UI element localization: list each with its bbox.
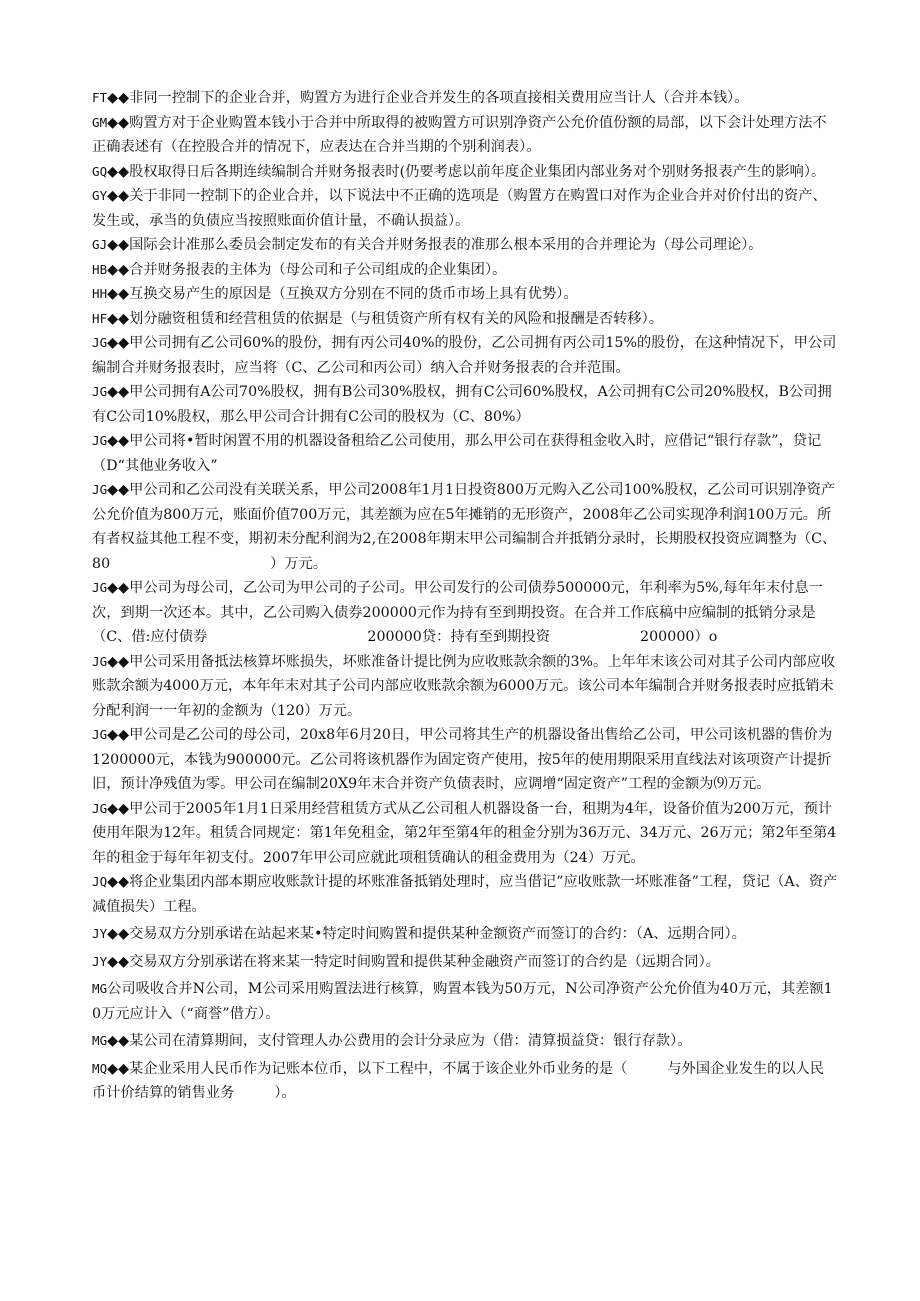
entry-code: MG [92,981,108,996]
entry-code: JG [92,727,108,742]
entry-ft [92,86,838,111]
marker: ◆◆ [107,286,130,302]
entry-text: 股权取得日后各期连续编制合并财务报表时(仍要考虑以前年度企业集团内部业务对个别财务报表产生的影响）。 [129,163,826,180]
entry-text: 某公司在清算期间，支付管理人办公费用的会计分录应为（借：清算损益贷：银行存款）。 [129,1033,692,1049]
entry-code: JG [92,482,108,497]
marker: ◆◆ [107,310,130,327]
entry-jg-1 [92,331,838,380]
entry-tail: 200000）o [640,629,718,645]
marker: ◆◆ [107,335,130,351]
entry-jy-2 [92,950,838,975]
entry-text: 购置方对于企业购置本钱小于合并中所取得的被购置方可识别净资产公允价值份额的局部，以下会计处理方法不正确表述有（在控股合并的情况下，应表达在合并当期的个别利润表）。 [92,114,827,155]
entry-jy-1 [92,922,838,947]
entry-mg-1 [92,977,838,1026]
marker: ◆◆ [107,384,130,400]
entry-code: JY [92,953,108,969]
entry-gy [92,184,838,233]
entry-code: GM [92,114,108,130]
marker: ◆◆ [107,433,130,449]
entry-code: JQ [92,874,108,889]
entry-text: 甲公司拥有A公司70%股权，拥有B公司30%股权，拥有C公司60%股权，A公司拥有C公司20%股权，B公司拥有C公司10%股权，那么甲公司合计拥有C公司的股权为（C、80%） [92,384,832,425]
entry-text: 甲公司是乙公司的母公司，20x8年6月20日，甲公司将其生产的机器设备出售给乙公司，甲公司该机器的售价为1200000元，本钱为900000元。乙公司将该机器作为固定资产使用，按5年的使用期限采用直线法对该项资产计提折旧，预计净残值为零。甲公司在编制20X9年末合并资产负债表时，应调增“固定资产”工程的金额为⑼万元。 [92,727,833,792]
entry-tail: ）。 [274,1085,296,1101]
entry-code: JY [92,926,108,941]
entry-code: HF [92,310,108,326]
marker: ◆◆ [107,727,130,743]
entry-gq [92,160,838,185]
entry-text: 划分融资租赁和经营租赁的依据是（与租赁资产所有权有关的风险和报酬是否转移）。 [129,310,664,327]
entry-text: 甲公司采用备抵法核算坏账损失，坏账准备计提比例为应收账款余额的3%。上年年末该公司对其子公司内部应收账款余额为4000万元，本年年末对其子公司内部应收账款余额为6000万元。该公司本年编制合并财务报表时应抵销未分配利润一一年初的金额为（120）万元。 [92,653,836,719]
marker: ◆◆ [107,874,130,890]
marker: ◆◆ [107,237,130,253]
entry-code: JG [92,653,108,669]
marker: ◆◆ [107,580,130,596]
entry-jg-4 [92,478,838,576]
marker: ◆◆ [107,1060,130,1077]
marker: ◆◆ [107,188,130,204]
entry-text: 甲公司和乙公司没有关联关系，甲公司2008年1月1日投资800万元购入乙公司100%股权，乙公司可识别净资产公允价值为800万元，账面价值700万元，其差额为应在5年摊销的无形资产，2008年乙公司实现净利润100万元。所有者权益其他工程不变，期初未分配利润为2,在2008年期末甲公司编制合并抵销分录时，长期股权投资应调整为（C、80 [92,482,837,572]
marker: ◆◆ [107,926,130,942]
marker: ◆◆ [107,653,130,670]
entry-text: 某企业采用人民币作为记账本位币，以下工程中，不属于该企业外币业务的是（ [129,1060,628,1077]
entry-hh [92,282,838,307]
entry-mid: 200000贷：持有至到期投资 [367,629,551,645]
marker: ◆◆ [107,482,130,498]
entry-mq [92,1057,838,1106]
entry-jg-6 [92,650,838,724]
entry-code: JG [92,384,108,399]
entry-jg-2 [92,380,838,429]
entry-text: 关于非同一控制下的企业合并，以下说法中不正确的选项是（购置方在购置口对作为企业合并对价付出的资产、发生或，承当的负债应当按照账面价值计量，不确认损益）。 [92,188,827,229]
entry-code: HB [92,261,108,277]
entry-code: MQ [92,1060,108,1076]
entry-jq [92,870,838,919]
entry-text: 将企业集团内部本期应收账款计提的坏账准备抵销处理时，应当借记”应收账款一坏账准备”工程，贷记（A、资产减值损失）工程。 [92,874,838,915]
entry-text: 甲公司将•暂时闲置不用的机器设备租给乙公司使用，那么甲公司在获得租金收入时，应借记“银行存款”，贷记（D“其他业务收入” [92,433,822,474]
entry-text: 公司吸收合并N公司，M公司采用购置法进行核算，购置本钱为50万元，N公司净资产公允价值为40万元，其差额10万元应计入（“商誉”借方）。 [92,981,833,1022]
marker: ◆◆ [107,90,130,106]
entry-jg-5 [92,576,838,650]
entry-code: FT [92,90,108,105]
marker: ◆◆ [107,261,130,278]
entry-code: JG [92,580,108,595]
entry-jg-7 [92,723,838,797]
entry-tail: ）万元。 [270,555,328,572]
marker: ◆◆ [107,1033,130,1049]
entry-text: 交易双方分别承诺在站起来某•特定时间购置和提供某种金额资产而签订的合约：（A、远期合同）。 [129,926,746,942]
entry-code: GQ [92,163,108,179]
entry-code: GY [92,188,108,203]
entry-code: JG [92,800,108,816]
entry-mg-2 [92,1029,838,1054]
marker: ◆◆ [107,953,130,970]
entry-code: HH [92,286,108,301]
marker: ◆◆ [107,163,130,180]
entry-text: 合并财务报表的主体为（母公司和子公司组成的企业集团）。 [129,261,507,278]
entry-gj [92,233,838,258]
entry-gm [92,111,838,160]
marker: ◆◆ [107,114,130,131]
entry-code: GJ [92,237,108,252]
entry-text: 交易双方分别承诺在将来某一特定时间购置和提供某种金融资产而签订的合约是（远期合同）。 [129,953,720,970]
entry-hb [92,258,838,283]
entry-code: MG [92,1033,108,1048]
entry-text: 甲公司为母公司，乙公司为甲公司的子公司。甲公司发行的公司债券500000元，年利率为5%,每年年末付息一次，到期一次还本。其中，乙公司购入债券200000元作为持有至到期投资。在合并工作底稿中应编制的抵销分录是（C、借:应付债券 [92,580,823,645]
entry-code: JG [92,433,108,448]
entry-jg-8 [92,797,838,871]
entry-hf [92,307,838,332]
entry-text: 互换交易产生的原因是（互换双方分别在不同的货币市场上具有优势）。 [129,286,578,302]
entry-text: 国际会计准那么委员会制定发布的有关合并财务报表的准那么根本采用的合并理论为（母公司理论）。 [129,237,763,253]
entry-text: 甲公司拥有乙公司60%的股份，拥有丙公司40%的股份，乙公司拥有丙公司15%的股份，在这种情况下，甲公司编制合并财务报表时，应当将（C、乙公司和丙公司）纳入合并财务报表的合并范围。 [92,335,837,376]
entry-text: 非同一控制下的企业合并，购置方为进行企业合并发生的各项直接相关费用应当计人（合并本钱）。 [129,90,749,106]
entry-jg-3 [92,429,838,478]
entry-code: JG [92,335,108,350]
entry-mid: 与外国企业发生的以人民币计价结算的销售业务 [92,1060,825,1101]
entry-text: 甲公司于2005年1月1日采用经营租赁方式从乙公司租人机器设备一台，租期为4年，设备价值为200万元，预计使用年限为12年。租赁合同规定：第1年免租金，第2年至第4年的租金分别为36万元、34万元、26万元；第2年至第4年的租金于每年年初支付。2007年甲公司应就此项租赁确认的租金费用为（24）万元。 [92,800,837,866]
marker: ◆◆ [107,800,130,817]
